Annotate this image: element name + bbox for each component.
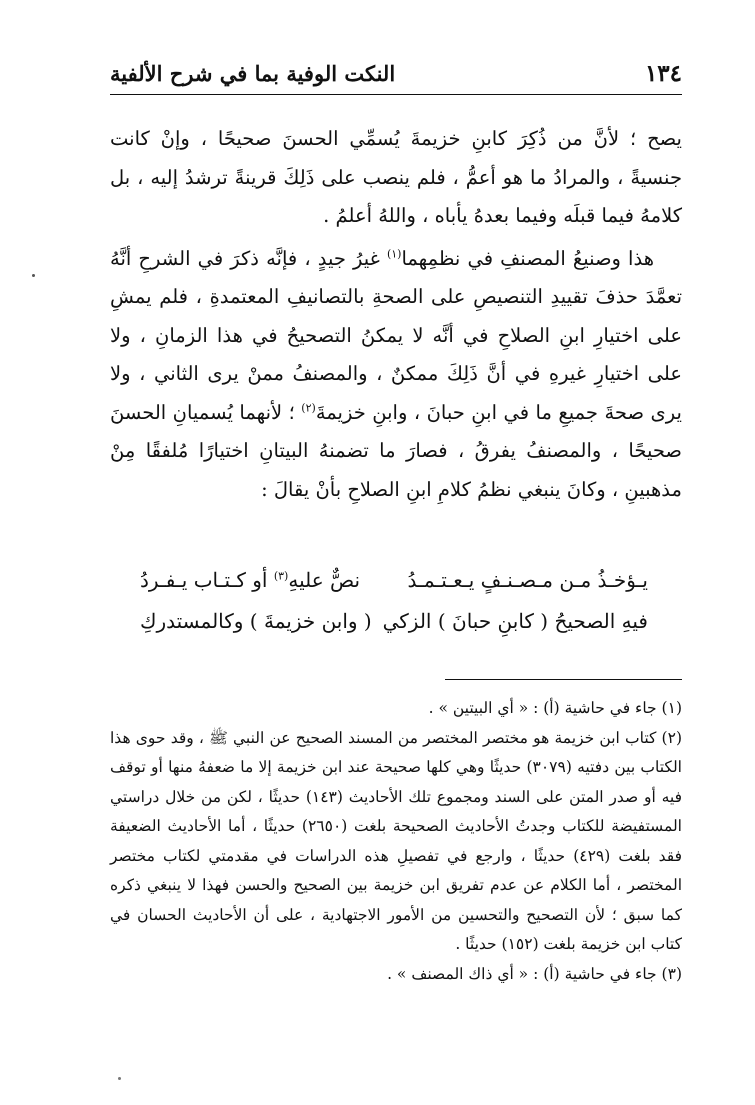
footnote-3: (٣) جاء في حاشية (أ) : « أي ذاك المصنف » . bbox=[387, 964, 682, 983]
header-rule bbox=[110, 94, 682, 95]
paragraph-1: يصح ؛ لأنَّ من ذُكِرَ كابنِ خزيمةَ يُسمِّي الحسنَ صحيحًا ، وإنْ كانت جنسيةً ، والمرادُ ما هو أعمُّ ، فلم ينصب على ذَلِكَ قرينةً ترشدُ إليه ، بل كلامهُ فيما قبلَه وفيما بعدهُ يأباه ، واللهُ أعلمُ . bbox=[110, 127, 682, 227]
footnote-2: (٢) كتاب ابن خزيمة هو مختصر المختصر من المسند الصحيح عن النبي ﷺ ، وقد حوى هذا الكتاب بين دفتيه (٣٠٧٩) حديثًا وهي كلها صحيحة عند ابن خزيمة إلا ما ضعفهُ منها أو توقف فيه أو صدر المتن على السند ومجموع تلك الأحاديث (١٤٣) حديثًا ، لكن من خلال دراستي المستفيضة للكتاب وجدتُ الأحاديث الصحيحة بلغت (٢٦٥٠) حديثًا ، أما الأحاديث الضعيفة فقد بلغت (٤٢٩) حديثًا ، وارجع في تفصيلِ هذه الدراسات في مقدمتي لكتاب مختصر المختصر ، أما الكلام عن عدم تفريق ابن خزيمة بين الصحيح والحسن فهذا لا ينبغي ذكره كما سبق ؛ لأن التصحيح والتحسين من الأمور الاجتهادية ، على أن الأحاديث الحسان في كتاب ابن خزيمة بلغت (١٥٢) حديثًا . bbox=[110, 728, 683, 953]
page-header bbox=[110, 55, 682, 91]
verse-line-1-second-end: أو كـتـاب يـفـردُ bbox=[140, 568, 274, 592]
page-number: ١٣٤ bbox=[644, 59, 682, 87]
footnote-1: (١) جاء في حاشية (أ) : « أي البيتين » . bbox=[428, 699, 682, 717]
main-text bbox=[110, 120, 682, 513]
verse-line-1 bbox=[110, 560, 682, 601]
footnotes bbox=[110, 694, 682, 989]
footnote-separator bbox=[445, 679, 682, 680]
verse-block bbox=[110, 560, 682, 642]
margin-mark bbox=[32, 274, 35, 277]
paragraph-2-end: ؛ لأنهما يُسميانِ الحسنَ صحيحًا ، والمصنفُ يفرقُ ، فصارَ ما تضمنهُ البيتانِ اختيارًا مُلفقًا مِنْ مذهبينِ ، وكانَ ينبغي نظمُ كلامِ ابنِ الصلاحِ بأنْ يقالَ : bbox=[110, 400, 682, 501]
paragraph-2 bbox=[110, 240, 682, 510]
footnote-marker-2: (٢) bbox=[301, 401, 316, 414]
footnote-marker-1: (١) bbox=[386, 247, 402, 260]
verse-line-2-second-hemistich: ( وابن خزيمةَ ) وكالمستدركِ bbox=[140, 609, 372, 633]
verse-line-2-first-hemistich: فيهِ الصحيحُ ( كابنِ حبانَ ) الزكي bbox=[382, 609, 648, 633]
verse-line-1-first-hemistich: يـؤخـذُ مـن مـصـنـفٍ يـعـتـمـدُ bbox=[407, 568, 648, 592]
footnote-marker-3: (٣) bbox=[273, 569, 289, 583]
paragraph-2-start: هذا وصنيعُ المصنفِ في نظمِهما bbox=[401, 246, 654, 270]
verse-line-1-second-hemistich bbox=[140, 560, 360, 601]
running-title: النكت الوفية بما في شرح الألفية bbox=[110, 60, 396, 86]
verse-line-1-second-start: نصٌّ عليهِ bbox=[288, 568, 361, 592]
verse-line-2 bbox=[110, 601, 682, 642]
bottom-margin-mark bbox=[118, 1077, 121, 1080]
paragraph-2-middle: غيرُ جيدٍ ، فإنَّه ذكرَ في الشرحِ أنَّهُ تعمَّدَ حذفَ تقييدِ التنصيصِ على الصحةِ بالتصانيفِ المعتمدةِ ، فلم يمشِ على اختيارِ ابنِ الصلاحِ في أنَّه لا يمكنُ التصحيحُ في هذا الزمانِ ، ولا على اختيارِ غيرهِ في أنَّ ذَلِكَ ممكنٌ ، والمصنفُ ممنْ يرى الثاني ، ولا يرى صحةَ جميعِ ما في ابنِ حبانَ ، وابنِ خزيمةَ bbox=[110, 246, 682, 424]
